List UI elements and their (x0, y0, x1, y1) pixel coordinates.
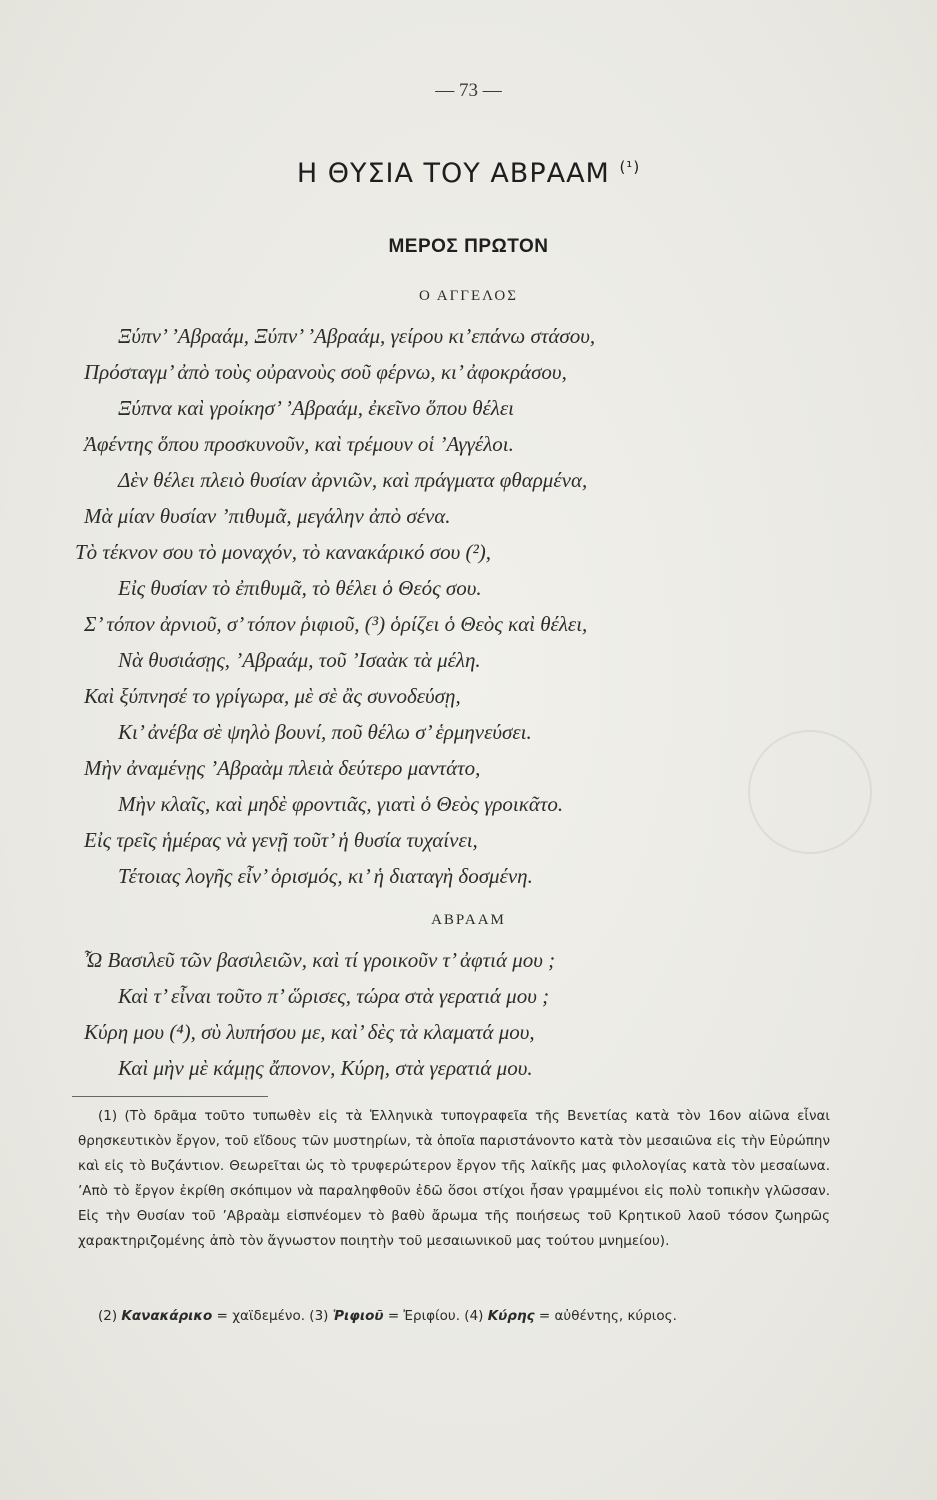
verse-line: Εἰς τρεῖς ἡμέρας νὰ γενῇ τοῦτ’ ἡ θυσία τυχαίνει, (84, 828, 478, 852)
verse-line: Ἀφέντης ὅπου προσκυνοῦν, καὶ τρέμουν οἱ ’Αγγέλοι. (84, 432, 514, 456)
verse-line: Δὲν θέλει πλειὸ θυσίαν ἀρνιῶν, καὶ πράγματα φθαρμένα, (118, 468, 588, 492)
footnote-4-term: Κύρης (487, 1308, 535, 1324)
verse-line: Σ’ τόπον ἀρνιοῦ, σ’ τόπον ῥιφιοῦ, (³) ὁρίζει ὁ Θεὸς καὶ θέλει, (84, 612, 588, 636)
verse-line: Πρόσταγμ’ ἀπὸ τοὺς οὐρανοὺς σοῦ φέρνω, κι’ ἀφοκράσου, (84, 360, 567, 384)
footnote-2-number: (2) (98, 1308, 118, 1324)
footnote-3-number: (3) (309, 1308, 329, 1324)
footnote-1: (1) (Τὸ δρᾶμα τοῦτο τυπωθὲν εἰς τὰ Ἑλληνικὰ τυπογραφεῖα τῆς Βενετίας κατὰ τὸν 16ον αἰῶνα εἶναι θρησκευτικὸν ἔργον, τοῦ εἴδους τῶν μυστηρίων, τὰ ὁποῖα παριστάνοντο κατὰ τὸν μεσαιῶνα εἰς τὴν Εὐρώπην καὶ εἰς τὸ Βυζάντιον. Θεωρεῖται ὡς τὸ τρυφερώτερον ἔργον τῆς λαϊκῆς μας φιλολογίας κατὰ τὸν μεσαίωνα. ’Απὸ τὸ ἔργον ἐκρίθη σκόπιμον νὰ παραληφθοῦν ἐδῶ ὅσοι στίχοι ἦσαν γραμμένοι εἰς πολὺ τοπικὴν γλῶσσαν. Εἰς τὴν Θυσίαν τοῦ ’Αβραὰμ εἰσπνέομεν τὸ βαθὺ ἄρωμα τῆς ποιήσεως τοῦ Κρητικοῦ λαοῦ τόσον ζωηρῶς χαρακτηριζομένης ἀπὸ τὸν ἄγνωστον ποιητὴν τοῦ μεσαιωνικοῦ μας τούτου μνημείου). (78, 1108, 830, 1249)
verse-line: Νὰ θυσιάσῃς, ’Αβραάμ, τοῦ ’Ισαὰκ τὰ μέλη. (118, 648, 481, 672)
footnote-4-definition: = αὐθέντης, κύριος. (538, 1308, 677, 1324)
poem-title-text: Η ΘΥΣΙΑ ΤΟΥ ΑΒΡΑΑΜ (296, 158, 610, 189)
verse-line: Μὴν ἀναμένῃς ’Αβραὰμ πλειὰ δεύτερο μαντάτο, (84, 756, 481, 780)
title-footnote-marker: (¹) (619, 158, 641, 176)
verse-line: Τέτοιας λογῆς εἶν’ ὁρισμός, κι’ ἡ διαταγὴ δοσμένη. (118, 864, 533, 888)
verse-line: Εἰς θυσίαν τὸ ἐπιθυμᾶ, τὸ θέλει ὁ Θεός σου. (118, 576, 482, 600)
verse-line: Μὴν κλαῖς, καὶ μηδὲ φροντιᾶς, γιατὶ ὁ Θεὸς γροικᾶτο. (118, 792, 564, 816)
verse-line: Καὶ ξύπνησέ το γρίγωρα, μὲ σὲ ἂς συνοδεύσῃ, (84, 684, 461, 708)
faded-library-stamp (748, 730, 872, 854)
verse-line: Μὰ μίαν θυσίαν ’πιθυμᾶ, μεγάλην ἀπὸ σένα. (84, 504, 451, 528)
footnote-3-term: Ῥιφιοῦ (332, 1308, 384, 1324)
verse-line: Κύρη μου (⁴), σὺ λυπήσου με, καὶ’ δὲς τὰ κλαματά μου, (84, 1020, 535, 1044)
verse-line: Κι’ ἀνέβα σὲ ψηλὸ βουνί, ποῦ θέλω σ’ ἑρμηνεύσει. (118, 720, 532, 744)
verse-line: Καὶ μὴν μὲ κάμῃς ἄπονον, Κύρη, στὰ γερατιά μου. (118, 1056, 533, 1080)
poem-title (0, 158, 937, 189)
speaker-abraham: ΑΒΡΑΑΜ (431, 912, 506, 928)
footnote-3-definition: = Ἐριφίου. (387, 1308, 460, 1324)
footnote-4-number: (4) (464, 1308, 484, 1324)
verse-line: Ξύπνα καὶ γροίκησ’ ’Αβραάμ, ἐκεῖνο ὅπου θέλει (118, 396, 515, 420)
section-heading: ΜΕΡΟΣ ΠΡΩΤΟΝ (388, 236, 549, 257)
speaker-angel: Ο ΑΓΓΕΛΟΣ (419, 288, 518, 304)
footnote-2-definition: = χαϊδεμένο. (216, 1308, 305, 1324)
footnote-2-term: Κανακάρικο (121, 1308, 213, 1324)
page-number: — 73 — (435, 80, 502, 101)
verse-line: Τὸ τέκνον σου τὸ μοναχόν, τὸ κανακάρικό σου (²), (75, 540, 492, 564)
footnote-rule (72, 1096, 268, 1097)
verse-line: Ξύπν’ ’Αβραάμ, Ξύπν’ ’Αβραάμ, γείρου κι’επάνω στάσου, (118, 324, 596, 348)
footnote-2-4 (78, 1304, 830, 1329)
verse-line: Καὶ τ’ εἶναι τοῦτο π’ ὥρισες, τώρα στὰ γερατιά μου ; (118, 984, 550, 1008)
verse-line: Ὦ Βασιλεῦ τῶν βασιλειῶν, καὶ τί γροικοῦν τ’ ἀφτιά μου ; (84, 948, 556, 972)
